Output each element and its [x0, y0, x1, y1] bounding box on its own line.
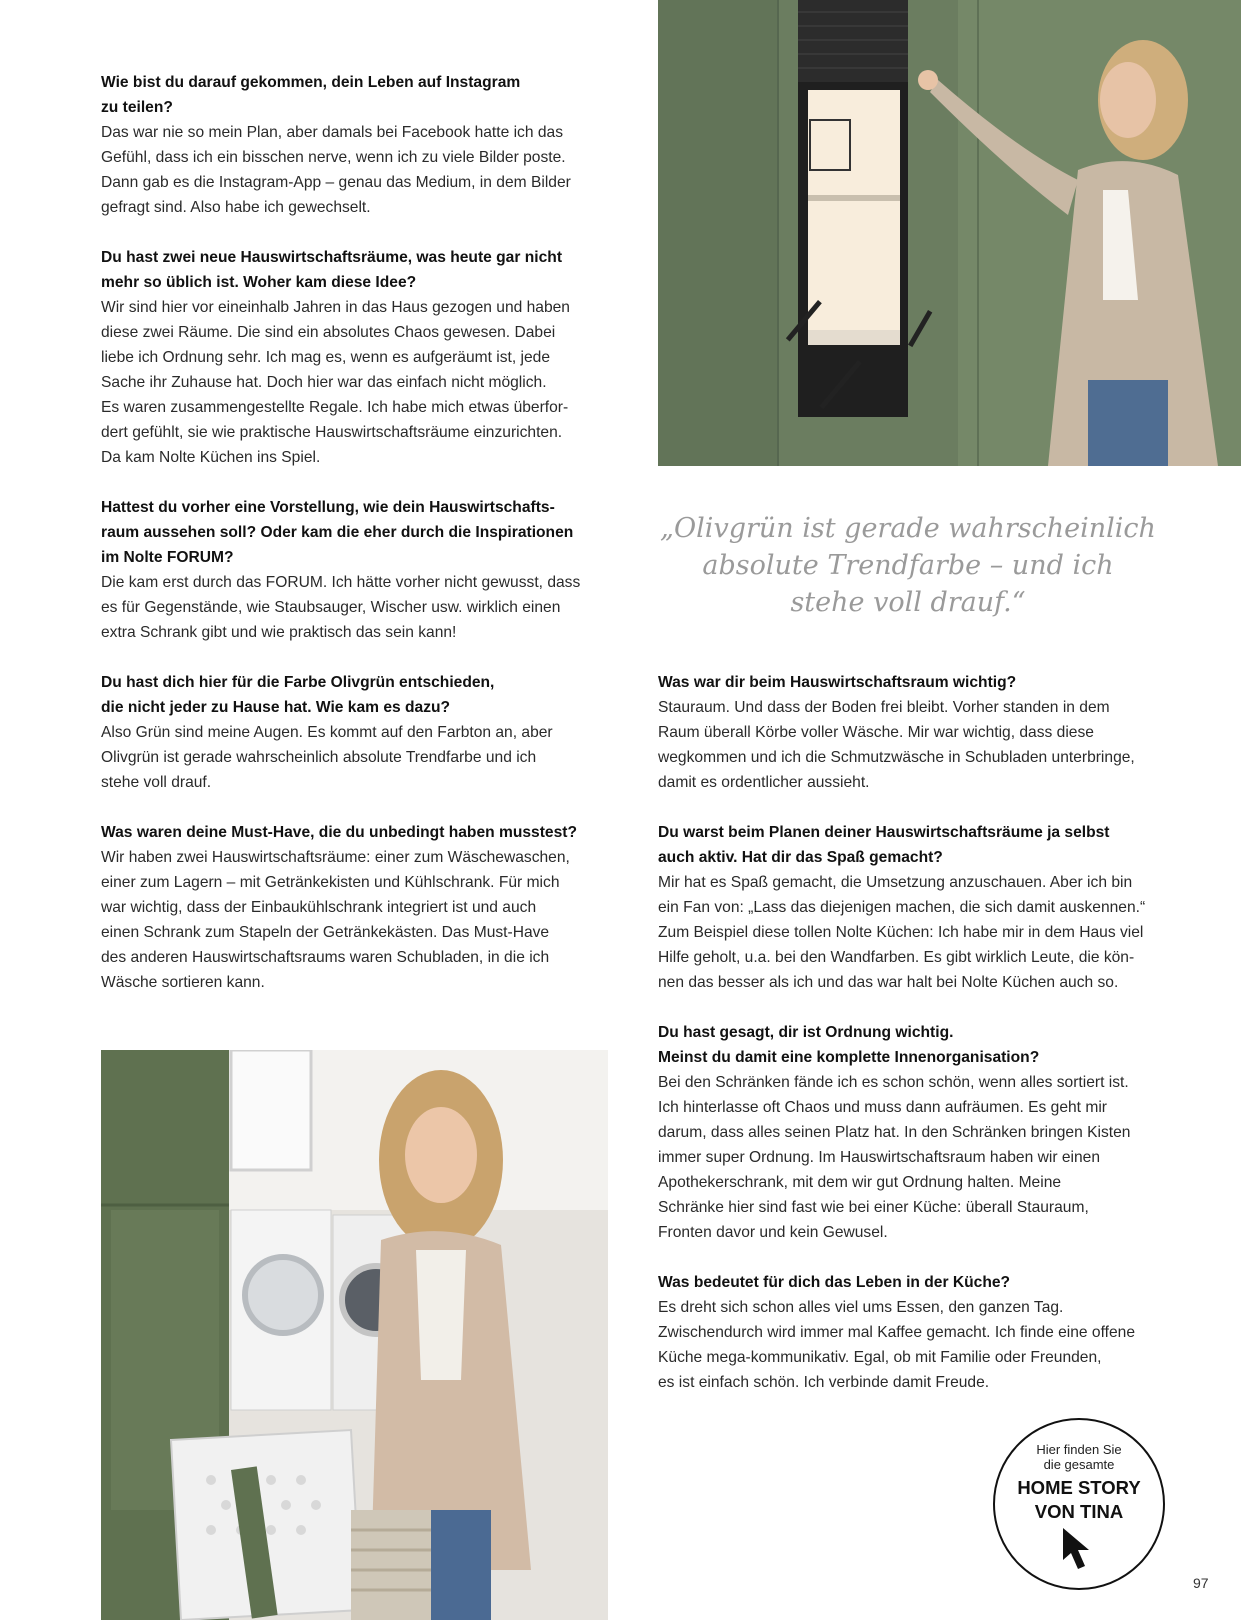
- qa-block: [101, 670, 611, 795]
- page-number: 97: [1193, 1575, 1209, 1591]
- question: Wie bist du darauf gekommen, dein Leben auf Instagram zu teilen?: [101, 74, 521, 116]
- answer: Stauraum. Und dass der Boden frei bleibt. Vorher standen in dem Raum überall Körbe voller Wäsche. Mir war wichtig, dass diese wegkommen und ich die Schmutzwäsche in Schubladen unterbringe, damit es ordentlicher aussieht.: [658, 699, 1135, 791]
- question: Du hast zwei neue Hauswirtschaftsräume, was heute gar nicht mehr so üblich ist. Woher kam diese Idee?: [101, 249, 563, 291]
- pull-quote-line: stehe voll drauf.“: [790, 587, 1026, 618]
- badge-title: HOME STORY: [1017, 1477, 1141, 1498]
- left-column: [101, 70, 611, 1020]
- answer: Wir sind hier vor eineinhalb Jahren in das Haus gezogen und haben diese zwei Räume. Die sind ein absolutes Chaos gewesen. Dabei liebe ich Ordnung sehr. Ich mag es, wenn es aufgeräumt ist, jede Sache ihr Zuhause hat. Doch hier war das einfach nicht möglich. Es waren zusammengestellte Regale. Ich habe mich etwas überfor- dert gefühlt, sie wie praktische Hauswirtschaftsräume einzurichten. Da kam Nolte Küchen ins Spiel.: [101, 299, 570, 466]
- question: Du warst beim Planen deiner Hauswirtschaftsräume ja selbst auch aktiv. Hat dir das Spaß gemacht?: [658, 824, 1110, 866]
- qa-block: [101, 820, 611, 995]
- answer: Die kam erst durch das FORUM. Ich hätte vorher nicht gewusst, dass es für Gegenstände, wie Staubsauger, Wischer usw. wirklich einen extra Schrank gibt und wie praktisch das sein kann!: [101, 574, 581, 641]
- question: Hattest du vorher eine Vorstellung, wie dein Hauswirtschafts- raum aussehen soll? Oder kam die eher durch die Inspirationen im Nolte FORUM?: [101, 499, 574, 566]
- photo-laundry-room: [101, 1050, 608, 1620]
- badge-title: VON TINA: [1034, 1501, 1124, 1522]
- badge-small-text: Hier finden Sie: [1036, 1442, 1122, 1457]
- right-column: [658, 670, 1178, 1420]
- home-story-badge[interactable]: [993, 1418, 1165, 1590]
- cursor-arrow-icon: [1061, 1526, 1097, 1572]
- answer: Das war nie so mein Plan, aber damals bei Facebook hatte ich das Gefühl, dass ich ein bisschen nerve, wenn ich zu viele Bilder poste. Dann gab es die Instagram-App – genau das Medium, in dem Bilder gefragt sind. Also habe ich gewechselt.: [101, 124, 571, 216]
- question: Du hast gesagt, dir ist Ordnung wichtig. Meinst du damit eine komplette Innenorganisation?: [658, 1024, 1040, 1066]
- qa-block: [658, 1270, 1178, 1395]
- pull-quote: [658, 510, 1158, 621]
- question: Was bedeutet für dich das Leben in der Küche?: [658, 1274, 1011, 1291]
- qa-block: [101, 495, 611, 645]
- answer: Es dreht sich schon alles viel ums Essen, den ganzen Tag. Zwischendurch wird immer mal Kaffee gemacht. Ich finde eine offene Küche mega-kommunikativ. Egal, ob mit Familie oder Freunden, es ist einfach schön. Ich verbinde damit Freude.: [658, 1299, 1136, 1391]
- answer: Also Grün sind meine Augen. Es kommt auf den Farbton an, aber Olivgrün ist gerade wahrscheinlich absolute Trendfarbe und ich stehe voll drauf.: [101, 724, 553, 791]
- qa-block: [101, 70, 611, 220]
- question: Du hast dich hier für die Farbe Olivgrün entschieden, die nicht jeder zu Hause hat. Wie kam es dazu?: [101, 674, 495, 716]
- photo-cabinet-woman: [658, 0, 1241, 466]
- qa-block: [101, 245, 611, 470]
- badge-small-text: die gesamte: [1043, 1457, 1115, 1472]
- answer: Bei den Schränken fände ich es schon schön, wenn alles sortiert ist. Ich hinterlasse oft Chaos und muss dann aufräumen. Es geht mir darum, dass alles seinen Platz hat. In den Schränken bringen Kisten immer super Ordnung. Im Hauswirtschaftsraum haben wir einen Apothekerschrank, mit dem wir gut Ordnung halten. Meine Schränke hier sind fast wie bei einer Küche: überall Stauraum, Fronten davor und kein Gewusel.: [658, 1074, 1131, 1241]
- qa-block: [658, 670, 1178, 795]
- pull-quote-line: absolute Trendfarbe – und ich: [702, 550, 1114, 581]
- question: Was war dir beim Hauswirtschaftsraum wichtig?: [658, 674, 1017, 691]
- qa-block: [658, 820, 1178, 995]
- pull-quote-line: „Olivgrün ist gerade wahrscheinlich: [660, 513, 1156, 544]
- answer: Mir hat es Spaß gemacht, die Umsetzung anzuschauen. Aber ich bin ein Fan von: „Lass das diejenigen machen, die sich damit auskennen.“ Zum Beispiel diese tollen Nolte Küchen: Ich habe mir in dem Haus viel Hilfe geholt, u.a. bei den Wandfarben. Es gibt wirklich Leute, die kön- nen das besser als ich und das war halt bei Nolte Küchen auch so.: [658, 874, 1146, 991]
- answer: Wir haben zwei Hauswirtschaftsräume: einer zum Wäschewaschen, einer zum Lagern – mit Getränkekisten und Kühlschrank. Für mich war wichtig, dass der Einbaukühlschrank integriert ist und auch einen Schrank zum Stapeln der Getränkekästen. Das Must-Have des anderen Hauswirtschaftsraums waren Schubladen, in die ich Wäsche sortieren kann.: [101, 849, 570, 991]
- question: Was waren deine Must-Have, die du unbedingt haben musstest?: [101, 824, 577, 841]
- qa-block: [658, 1020, 1178, 1245]
